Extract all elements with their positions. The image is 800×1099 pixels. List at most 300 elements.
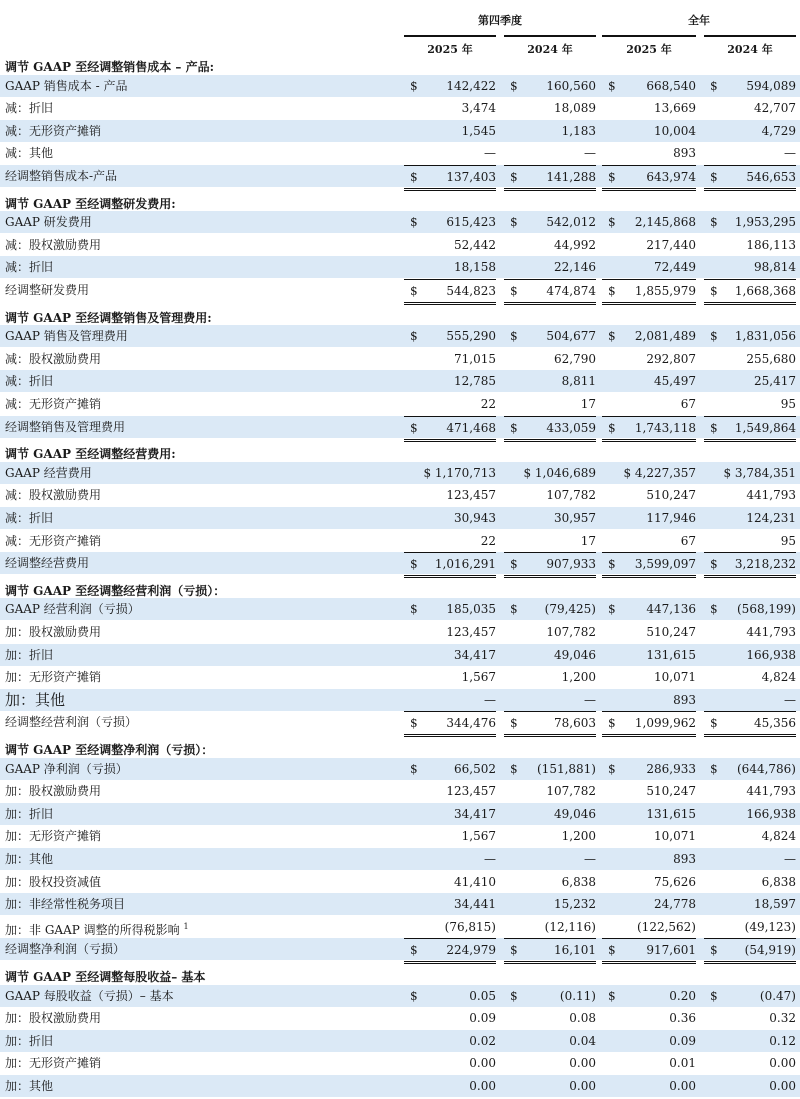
value-cell: [704, 370, 796, 392]
value-cell: [504, 938, 596, 964]
value-cell: [704, 256, 796, 278]
value-cell: [602, 621, 696, 643]
value-cell: [704, 825, 796, 847]
value-cell: [404, 1007, 496, 1029]
value-text: —: [584, 852, 596, 866]
row-label: [5, 938, 125, 960]
header-group-q4: 第四季度: [478, 14, 522, 27]
value-text: 141,288: [546, 170, 596, 184]
table-row: [0, 825, 800, 847]
currency-symbol: $: [510, 602, 518, 617]
currency-symbol: $: [510, 329, 518, 344]
row-label: [5, 1075, 53, 1097]
value-cell: [704, 325, 796, 347]
value-cell: [704, 893, 796, 915]
value-cell: [404, 1030, 496, 1052]
value-cell: [504, 120, 596, 142]
row-label-text: GAAP 经营利润（亏损）: [5, 602, 140, 617]
currency-symbol: $: [608, 943, 616, 958]
value-cell: [602, 916, 696, 938]
value-cell: [404, 416, 496, 442]
value-cell: [704, 644, 796, 666]
value-cell: [504, 1007, 596, 1029]
row-label-text: 减：无形资产摊销: [5, 397, 102, 411]
value-text: 22: [480, 533, 496, 548]
value-text: 66,502: [454, 761, 496, 776]
currency-symbol: $: [608, 761, 616, 776]
value-cell: [704, 393, 796, 415]
value-text: 18,597: [754, 897, 796, 912]
currency-symbol: $: [410, 988, 418, 1003]
currency-symbol: $: [410, 943, 418, 958]
value-text: 3,218,232: [734, 557, 796, 572]
value-cell: [404, 97, 496, 119]
value-cell: [504, 848, 596, 870]
total-row: [0, 165, 800, 187]
value-text: 594,089: [746, 78, 796, 93]
value-text: 1,953,295: [734, 215, 796, 230]
value-text: 0.00: [769, 1079, 796, 1093]
value-cell: [404, 803, 496, 825]
row-label: [5, 416, 125, 438]
value-cell: [504, 1075, 596, 1097]
row-label: [5, 644, 53, 666]
value-cell: [504, 916, 596, 938]
value-cell: [704, 758, 796, 780]
value-cell: [602, 507, 696, 529]
value-text: 17: [580, 533, 596, 548]
value-cell: [404, 848, 496, 870]
value-cell: [704, 462, 796, 484]
currency-symbol: $: [608, 557, 616, 572]
row-label-text: GAAP 销售及管理费用: [5, 329, 128, 344]
value-cell: [504, 803, 596, 825]
table-row: [0, 644, 800, 666]
row-label: [5, 370, 53, 392]
currency-symbol: $: [710, 557, 718, 572]
value-text: 185,035: [446, 602, 496, 617]
currency-symbol: $: [710, 943, 718, 958]
value-cell: [704, 985, 796, 1007]
value-cell: [704, 1030, 796, 1052]
value-text: 1,567: [461, 670, 496, 685]
value-text: 447,136: [646, 602, 696, 617]
value-text: 1,855,979: [634, 284, 696, 298]
value-text: 893: [673, 692, 696, 707]
value-cell: [602, 462, 696, 484]
currency-symbol: $: [710, 284, 718, 298]
currency-symbol: $: [410, 602, 418, 617]
value-cell: [602, 780, 696, 802]
value-text: 3,599,097: [634, 557, 696, 572]
row-label: [5, 142, 53, 164]
value-text: 166,938: [746, 647, 796, 662]
value-text: 4,824: [761, 670, 796, 685]
value-text: 0.00: [669, 1079, 696, 1093]
row-label: [5, 507, 53, 529]
table-row: [0, 985, 800, 1007]
value-cell: [602, 348, 696, 370]
currency-symbol: $: [410, 716, 418, 731]
currency-symbol: $: [608, 284, 616, 298]
row-label-text: GAAP 销售成本 - 产品: [5, 78, 128, 93]
value-cell: [404, 370, 496, 392]
value-cell: [704, 279, 796, 305]
currency-symbol: $: [510, 284, 518, 298]
value-text: 1,545: [461, 123, 496, 138]
row-label: [5, 552, 89, 574]
row-label-text: 加：其他: [5, 852, 54, 866]
value-text: 893: [673, 852, 696, 866]
value-text: 107,782: [546, 488, 596, 503]
row-label-text: 经调整经营利润（亏损）: [5, 715, 138, 730]
value-text: 107,782: [546, 784, 596, 799]
value-text: 41,410: [454, 874, 496, 889]
row-label-text: 加：非经常性税务项目: [5, 897, 126, 912]
value-text: 0.01: [669, 1056, 696, 1071]
value-cell: [704, 348, 796, 370]
value-cell: [504, 825, 596, 847]
row-label: [5, 1052, 101, 1074]
row-label-text: 加：股权激励费用: [5, 784, 102, 799]
value-cell: [602, 370, 696, 392]
row-label: [5, 75, 128, 97]
currency-symbol: $: [710, 602, 718, 617]
section-title-text: 调节 GAAP 至经调整销售成本 – 产品:: [5, 60, 215, 74]
value-cell: [704, 803, 796, 825]
row-label: [5, 758, 128, 780]
table-row: [0, 871, 800, 893]
value-text: —: [584, 146, 596, 161]
total-row: [0, 279, 800, 301]
value-cell: [704, 848, 796, 870]
value-cell: [404, 75, 496, 97]
value-cell: [602, 120, 696, 142]
table-row: [0, 780, 800, 802]
value-text: 471,468: [446, 420, 496, 435]
value-cell: [504, 552, 596, 578]
currency-symbol: $: [608, 602, 616, 617]
section-title-text: 调节 GAAP 至经调整销售及管理费用:: [5, 310, 212, 325]
value-text: —: [784, 692, 796, 707]
value-text: 75,626: [654, 874, 696, 889]
value-text: 131,615: [646, 806, 696, 821]
value-cell: [404, 1075, 496, 1097]
table-row: [0, 598, 800, 620]
table-row: [0, 758, 800, 780]
currency-symbol: $: [710, 215, 718, 230]
value-cell: [602, 825, 696, 847]
value-cell: [602, 279, 696, 305]
value-cell: [704, 120, 796, 142]
value-text: 123,457: [446, 784, 496, 799]
table-row: [0, 530, 800, 552]
value-cell: [404, 689, 496, 711]
value-cell: [404, 552, 496, 578]
row-label: [5, 462, 92, 484]
value-text: 6,838: [761, 874, 796, 889]
value-text: 1,016,291: [434, 557, 496, 572]
value-text: $ 3,784,351: [723, 465, 796, 480]
value-cell: [404, 234, 496, 256]
currency-symbol: $: [710, 170, 718, 184]
currency-symbol: $: [608, 716, 616, 731]
row-label-text: 加：其他: [5, 690, 66, 709]
row-label: [5, 234, 101, 256]
value-text: 0.00: [569, 1079, 596, 1093]
value-cell: [404, 142, 496, 164]
value-text: 34,417: [454, 647, 496, 662]
value-text: 124,231: [746, 511, 796, 525]
value-text: 0.00: [469, 1056, 496, 1071]
value-text: 441,793: [746, 488, 796, 503]
value-text: 95: [780, 533, 796, 548]
value-text: —: [484, 146, 496, 161]
value-text: 4,824: [761, 829, 796, 844]
value-cell: [704, 416, 796, 442]
value-cell: [404, 758, 496, 780]
value-cell: [404, 393, 496, 415]
value-cell: [602, 1007, 696, 1029]
value-cell: [504, 256, 596, 278]
value-text: 0.36: [669, 1011, 696, 1026]
value-text: 186,113: [746, 237, 796, 252]
value-cell: [602, 711, 696, 737]
value-cell: [504, 393, 596, 415]
row-label: [5, 211, 92, 233]
row-label-text: GAAP 每股收益（亏损）– 基本: [5, 988, 174, 1003]
value-cell: [404, 916, 496, 938]
row-label: [5, 120, 101, 142]
value-cell: [504, 893, 596, 915]
currency-symbol: $: [608, 988, 616, 1003]
currency-symbol: $: [608, 420, 616, 435]
value-text: 433,059: [546, 420, 596, 435]
currency-symbol: $: [510, 988, 518, 1003]
value-text: (122,562): [637, 919, 696, 934]
value-cell: [602, 689, 696, 711]
row-label: [5, 325, 128, 347]
value-cell: [404, 825, 496, 847]
currency-symbol: $: [410, 78, 418, 93]
value-cell: [504, 97, 596, 119]
value-cell: [504, 1052, 596, 1074]
value-cell: [602, 325, 696, 347]
value-text: 17: [580, 397, 596, 411]
value-cell: [704, 1007, 796, 1029]
value-cell: [704, 142, 796, 164]
value-cell: [404, 530, 496, 552]
row-label: [5, 916, 189, 941]
value-cell: [602, 75, 696, 97]
value-text: 510,247: [646, 488, 696, 503]
table-row: [0, 666, 800, 688]
value-cell: [504, 211, 596, 233]
value-cell: [404, 256, 496, 278]
total-row: [0, 938, 800, 960]
value-text: 49,046: [554, 647, 596, 662]
currency-symbol: $: [710, 988, 718, 1003]
value-text: 542,012: [546, 215, 596, 230]
value-cell: [404, 279, 496, 305]
value-cell: [404, 644, 496, 666]
currency-symbol: $: [710, 716, 718, 731]
value-cell: [602, 644, 696, 666]
value-cell: [504, 325, 596, 347]
value-cell: [602, 1075, 696, 1097]
value-text: 166,938: [746, 806, 796, 821]
header-year-q4-2024: 2024 年: [504, 35, 596, 55]
value-text: 0.00: [769, 1056, 796, 1071]
value-text: 0.09: [469, 1011, 496, 1026]
row-label-text: 经调整研发费用: [5, 283, 90, 297]
row-label: [5, 871, 101, 893]
value-cell: [404, 893, 496, 915]
value-text: (0.11): [559, 988, 596, 1003]
value-text: 1,099,962: [634, 716, 696, 731]
value-text: 18,158: [454, 260, 496, 275]
header-group-fy: 全年: [688, 14, 710, 27]
row-label-text: 减：无形资产摊销: [5, 533, 102, 548]
table-row: [0, 484, 800, 506]
value-text: —: [584, 692, 596, 707]
value-text: 668,540: [646, 78, 696, 93]
row-label: [5, 1030, 53, 1052]
table-row: [0, 689, 800, 711]
row-label-text: 加：非 GAAP 调整的所得税影响: [5, 922, 180, 937]
value-text: 22,146: [554, 260, 596, 275]
table-row: [0, 97, 800, 119]
value-cell: [504, 165, 596, 191]
row-label-text: 加：股权激励费用: [5, 625, 102, 639]
section-title-text: 调节 GAAP 至经调整研发费用:: [5, 196, 176, 211]
row-label: [5, 825, 101, 847]
row-label-text: 经调整净利润（亏损）: [5, 942, 126, 957]
header-year-fy-2024: 2024 年: [704, 35, 796, 55]
value-text: 917,601: [646, 943, 696, 958]
value-text: 1,183: [561, 123, 596, 138]
table-row: [0, 507, 800, 529]
value-cell: [504, 530, 596, 552]
value-cell: [602, 871, 696, 893]
value-text: 2,081,489: [634, 329, 696, 344]
value-text: 546,653: [746, 170, 796, 184]
value-text: 286,933: [646, 761, 696, 776]
value-text: 131,615: [646, 647, 696, 662]
row-label: [5, 393, 101, 415]
value-cell: [704, 621, 796, 643]
value-text: 217,440: [646, 237, 696, 252]
value-text: 0.32: [769, 1011, 796, 1026]
value-text: 255,680: [746, 351, 796, 366]
value-text: 1,567: [461, 829, 496, 844]
value-text: 0.00: [569, 1056, 596, 1071]
row-label: [5, 256, 53, 278]
row-label-text: 经调整经营费用: [5, 556, 90, 571]
value-text: 137,403: [446, 170, 496, 184]
value-cell: [404, 780, 496, 802]
value-cell: [404, 621, 496, 643]
row-label: [5, 803, 53, 825]
value-cell: [704, 711, 796, 737]
row-label-text: 减：其他: [5, 146, 54, 161]
value-cell: [504, 462, 596, 484]
value-cell: [504, 621, 596, 643]
value-cell: [504, 985, 596, 1007]
value-text: 0.05: [469, 988, 496, 1003]
value-text: (12,116): [544, 919, 596, 934]
row-label-text: 加：折旧: [5, 1033, 54, 1048]
row-label-text: 减：无形资产摊销: [5, 123, 102, 138]
header-year-fy-2025: 2025 年: [602, 35, 696, 55]
table-row: [0, 348, 800, 370]
value-cell: [504, 689, 596, 711]
value-cell: [404, 871, 496, 893]
value-cell: [704, 507, 796, 529]
value-cell: [704, 598, 796, 620]
row-label-text: 经调整销售及管理费用: [5, 419, 126, 434]
value-cell: [404, 325, 496, 347]
value-text: 0.12: [769, 1033, 796, 1048]
row-label-text: 减：折旧: [5, 101, 54, 116]
value-cell: [602, 142, 696, 164]
value-text: 95: [780, 397, 796, 411]
value-cell: [602, 530, 696, 552]
value-text: —: [484, 692, 496, 707]
row-label-text: 加：无形资产摊销: [5, 670, 102, 685]
value-text: 344,476: [446, 716, 496, 731]
value-text: (568,199): [737, 602, 796, 617]
value-text: 643,974: [646, 170, 696, 184]
value-text: —: [784, 146, 796, 161]
value-text: 22: [480, 397, 496, 411]
value-cell: [504, 780, 596, 802]
value-text: 1,549,864: [734, 420, 796, 435]
row-label: [5, 893, 125, 915]
row-label: [5, 666, 101, 688]
value-text: 1,668,368: [734, 284, 796, 298]
value-text: 8,811: [561, 374, 596, 389]
value-cell: [504, 279, 596, 305]
value-cell: [504, 871, 596, 893]
value-cell: [704, 484, 796, 506]
value-text: 4,729: [761, 123, 796, 138]
value-text: 52,442: [454, 237, 496, 252]
currency-symbol: $: [410, 215, 418, 230]
value-cell: [602, 803, 696, 825]
row-label: [5, 484, 101, 506]
table-row: [0, 1030, 800, 1052]
value-cell: [504, 507, 596, 529]
value-text: 0.09: [669, 1033, 696, 1048]
value-text: 1,831,056: [734, 329, 796, 344]
table-row: [0, 1075, 800, 1097]
value-text: 0.00: [469, 1079, 496, 1093]
row-label-text: 经调整销售成本-产品: [5, 169, 118, 183]
value-text: 555,290: [446, 329, 496, 344]
row-label: [5, 348, 101, 370]
value-text: 15,232: [554, 897, 596, 912]
table-row: [0, 234, 800, 256]
row-label: [5, 689, 65, 711]
value-cell: [404, 348, 496, 370]
table-row: [0, 75, 800, 97]
table-row: [0, 393, 800, 415]
value-text: 123,457: [446, 625, 496, 639]
value-text: 67: [680, 397, 696, 411]
value-text: 44,992: [554, 237, 596, 252]
value-text: 504,677: [546, 329, 596, 344]
